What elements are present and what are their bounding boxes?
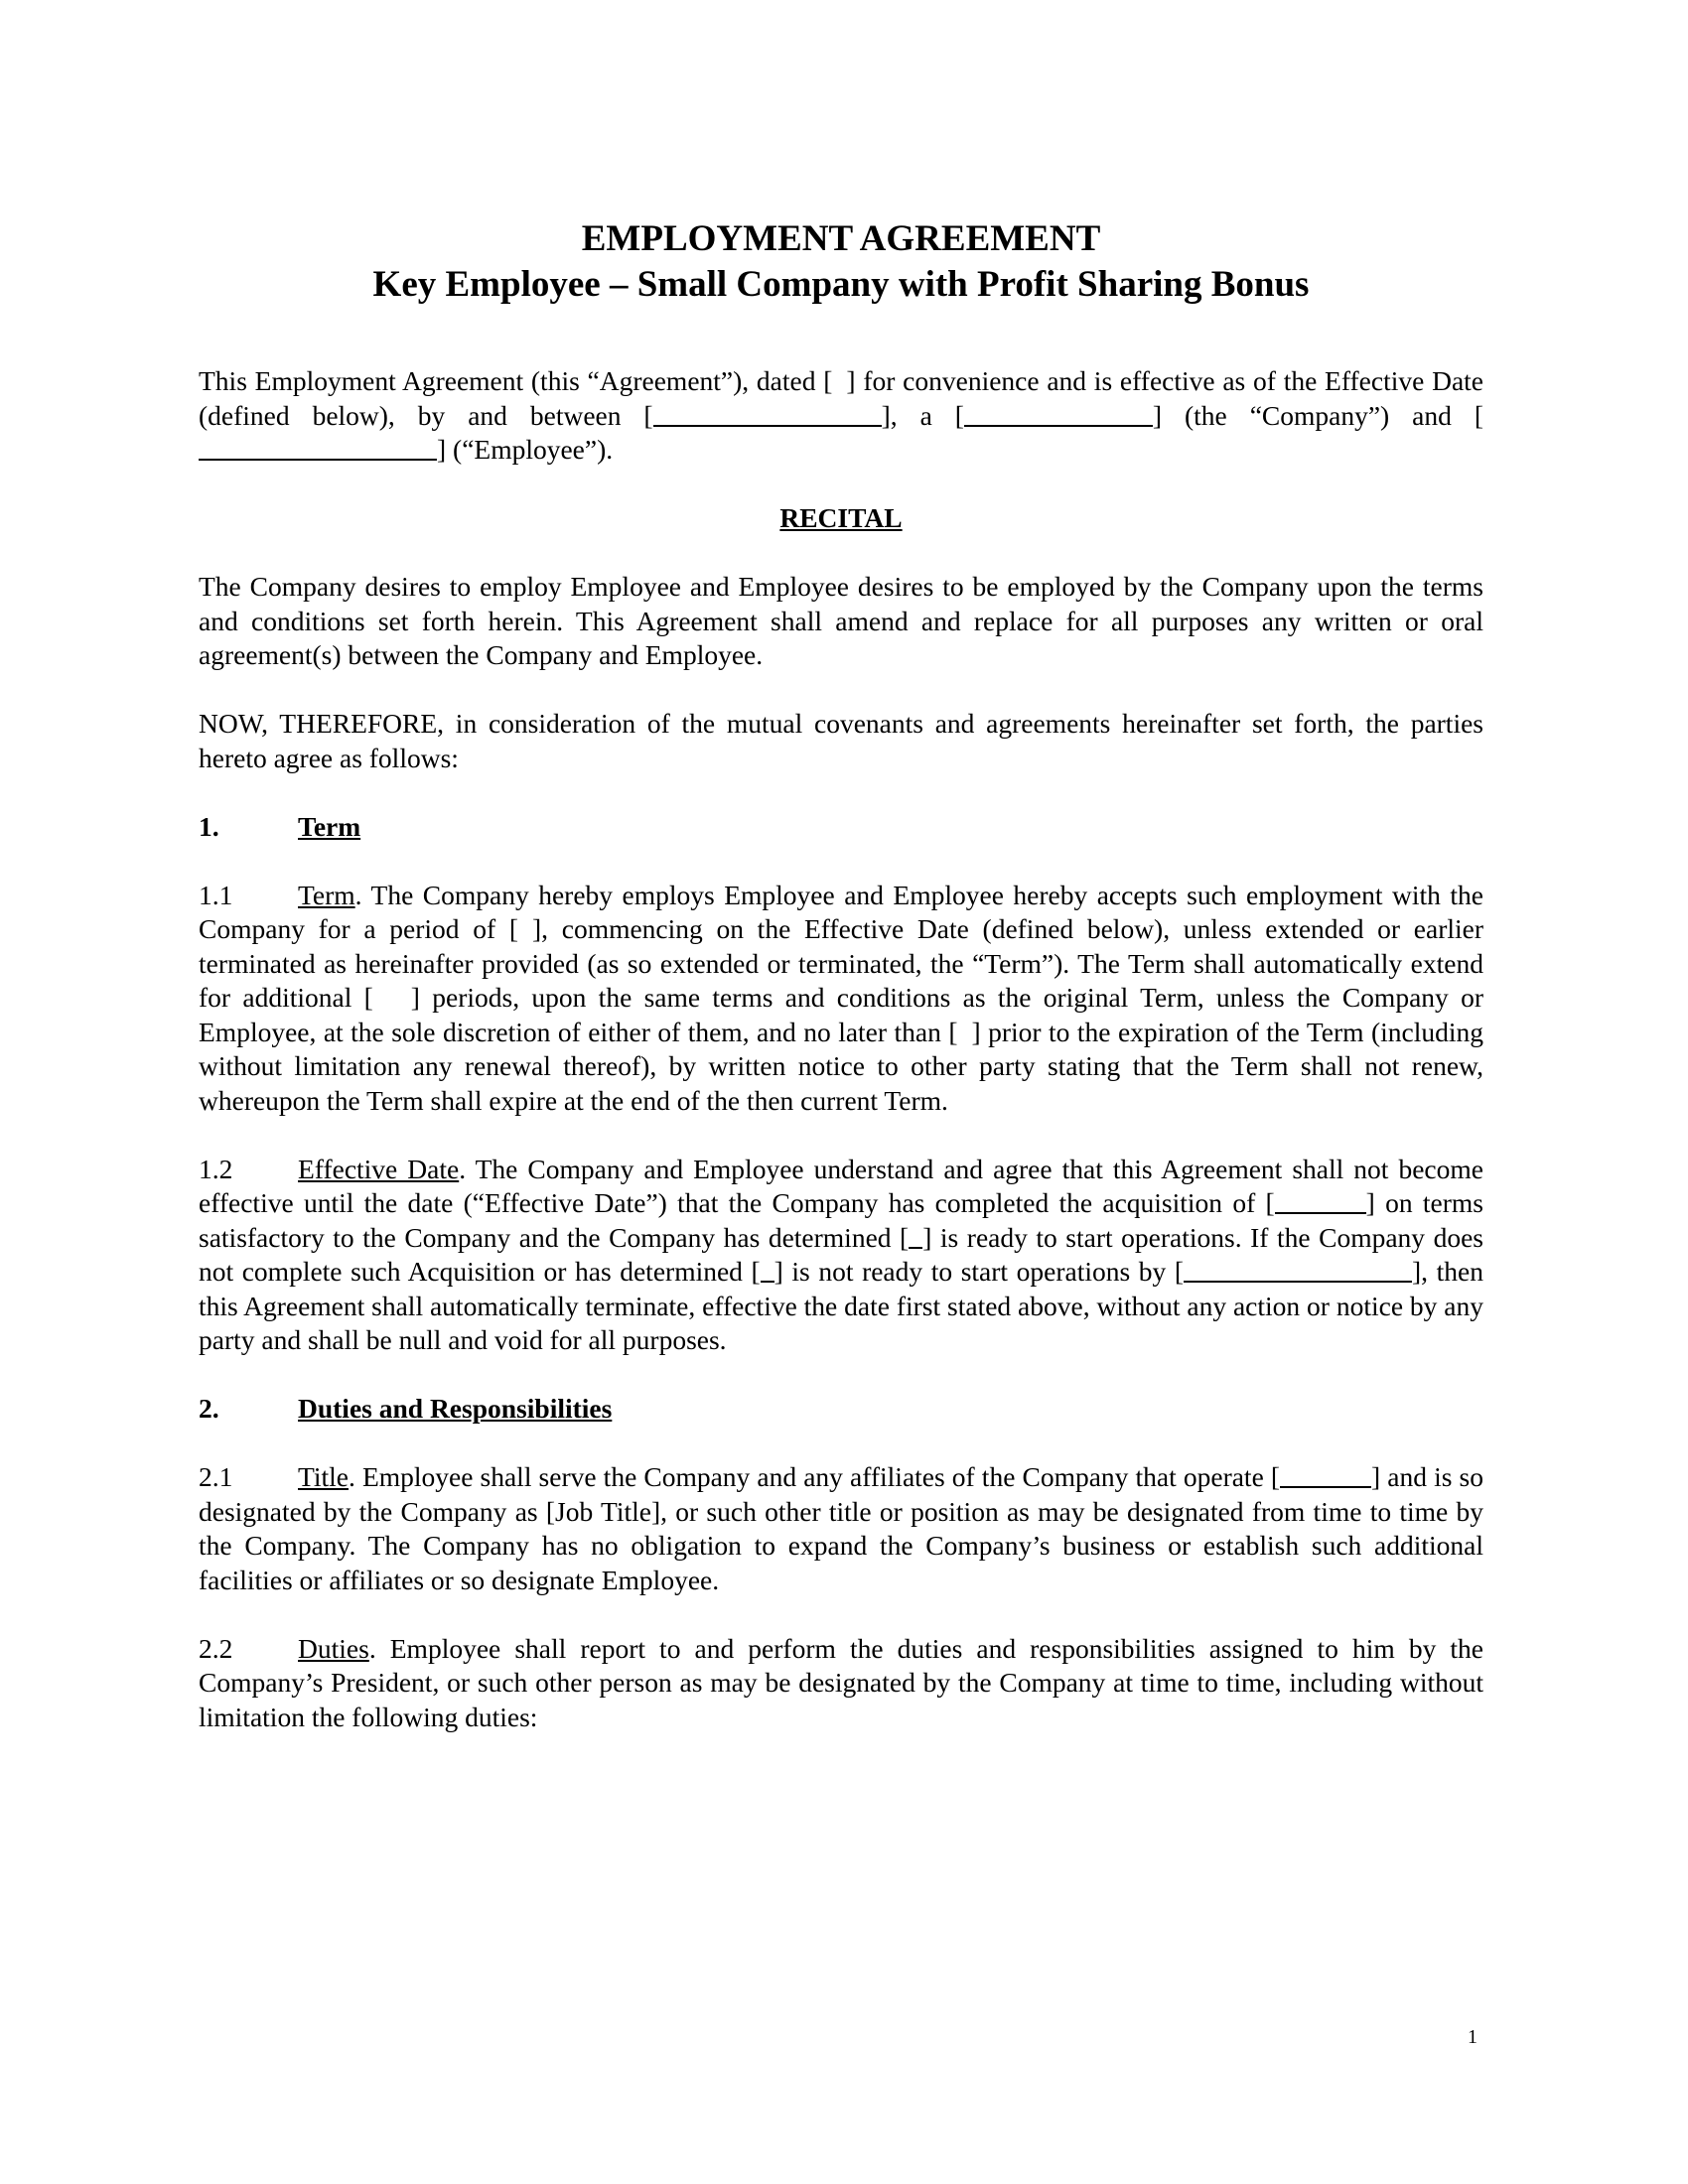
clause-1-2-number: 1.2 [199,1153,233,1184]
clause-2-1-text-1: . Employee shall serve the Company and any affiliates of the Company that operate [ [348,1461,1281,1492]
clause-2-2-number: 2.2 [199,1632,233,1664]
clause-2-2-text-1: . Employee shall report to and perform the duties and responsibilities assigned to him by the Company’s President, or such other person as may be designated by the Company at time to time, including without limitation the following duties: [199,1632,1483,1732]
clause-1-1-text-2: ], commencing on the Effective Date (defined below), unless extended or earlier terminated as hereinafter provided (as so extended or terminated, the “Term”). The Term shall automatically extend for additional [ [199,913,1483,1013]
clause-2-1-text-2: ] and is so designated by the Company as [Job Title], or such other title or position as may be designated from time to time by the Company. The Company has no obligation to expand the Company’s business or establish such additional facilities or affiliates or so designate Employee. [199,1461,1483,1595]
operation-blank [1280,1462,1371,1488]
clause-1-1-heading: Term [298,879,355,910]
entity-blank-1 [909,1223,922,1249]
clause-1-1-text-3: ] periods, upon the same terms and conditions as the original Term, unless the Company or Employee, at the sole discretion of either of them, and no later than [ [199,982,1483,1047]
intro-text-3: ], a [ [881,399,964,431]
company-name-blank [653,401,882,427]
clause-2-1-heading: Title [298,1461,349,1492]
intro-text-5: ] (“Employee”). [437,434,614,465]
title-block [199,216,1483,308]
clause-1-2-text-5: ], then this Agreement shall automatically terminate, effective the date first stated above, without any action or notice by any party and shall be null and void for all purposes. [199,1256,1483,1355]
clause-1-1 [199,879,1483,1119]
intro-text-1: This Employment Agreement (this “Agreement”), dated [ [199,365,833,396]
acquisition-blank [1275,1188,1366,1214]
employee-name-blank [199,435,437,461]
recital-heading: RECITAL [779,502,903,533]
intro-text-2: ] for convenience and is effective as of the Effective Date (defined below), by and between [ [199,365,1483,431]
document-subtitle: Key Employee – Small Company with Profit Sharing Bonus [372,264,1310,305]
now-therefore-paragraph: NOW, THEREFORE, in consideration of the mutual covenants and agreements hereinafter set forth, the parties hereto agree as follows: [199,708,1483,773]
section-2-title: Duties and Responsibilities [298,1393,613,1424]
clause-2-2-heading: Duties [298,1632,369,1664]
clause-1-1-number: 1.1 [199,879,233,910]
entity-blank-2 [761,1257,774,1283]
clause-1-1-text-4: ] prior to the expiration of the Term (including without limitation any renewal thereof), by written notice to other party stating that the Term shall not renew, whereupon the Term shall expire at the end of the then current Term. [199,1016,1483,1116]
clause-1-1-text-1: . The Company hereby employs Employee and Employee hereby accepts such employment with the Company for a period of [ [199,879,1483,944]
clause-2-2 [199,1632,1483,1735]
section-1-number: 1. [199,810,219,842]
section-2-heading [199,1392,1483,1427]
page-number: 1 [1468,2026,1477,2048]
document-body [199,216,1483,1769]
clause-2-1-number: 2.1 [199,1461,233,1492]
clause-1-2-text-4: ] is not ready to start operations by [ [774,1256,1185,1287]
clause-2-1 [199,1460,1483,1597]
clause-1-2-text-2: ] on terms satisfactory to the Company and the Company has determined [ [199,1187,1483,1253]
section-2-number: 2. [199,1393,219,1424]
company-type-blank [964,401,1153,427]
clause-1-2-text-3: ] is ready to start operations. If the Company does not complete such Acquisition or has determined [ [199,1221,1483,1287]
document-title: EMPLOYMENT AGREEMENT [581,218,1101,259]
clause-1-2-text-1: . The Company and Employee understand and agree that this Agreement shall not become effective until the date (“Effective Date”) that the Company has completed the acquisition of [ [199,1153,1483,1218]
intro-text-4: ] (the “Company”) and [ [1152,399,1483,431]
recital-paragraph: The Company desires to employ Employee and Employee desires to be employed by the Company upon the terms and conditions set forth herein. This Agreement shall amend and replace for all purposes any written or oral agreement(s) between the Company and Employee. [199,571,1483,670]
intro-paragraph [199,364,1483,468]
section-1-title: Term [298,810,361,842]
deadline-blank [1184,1257,1412,1283]
section-1-heading [199,810,1483,845]
clause-1-2 [199,1153,1483,1358]
clause-1-2-heading: Effective Date [298,1153,460,1184]
